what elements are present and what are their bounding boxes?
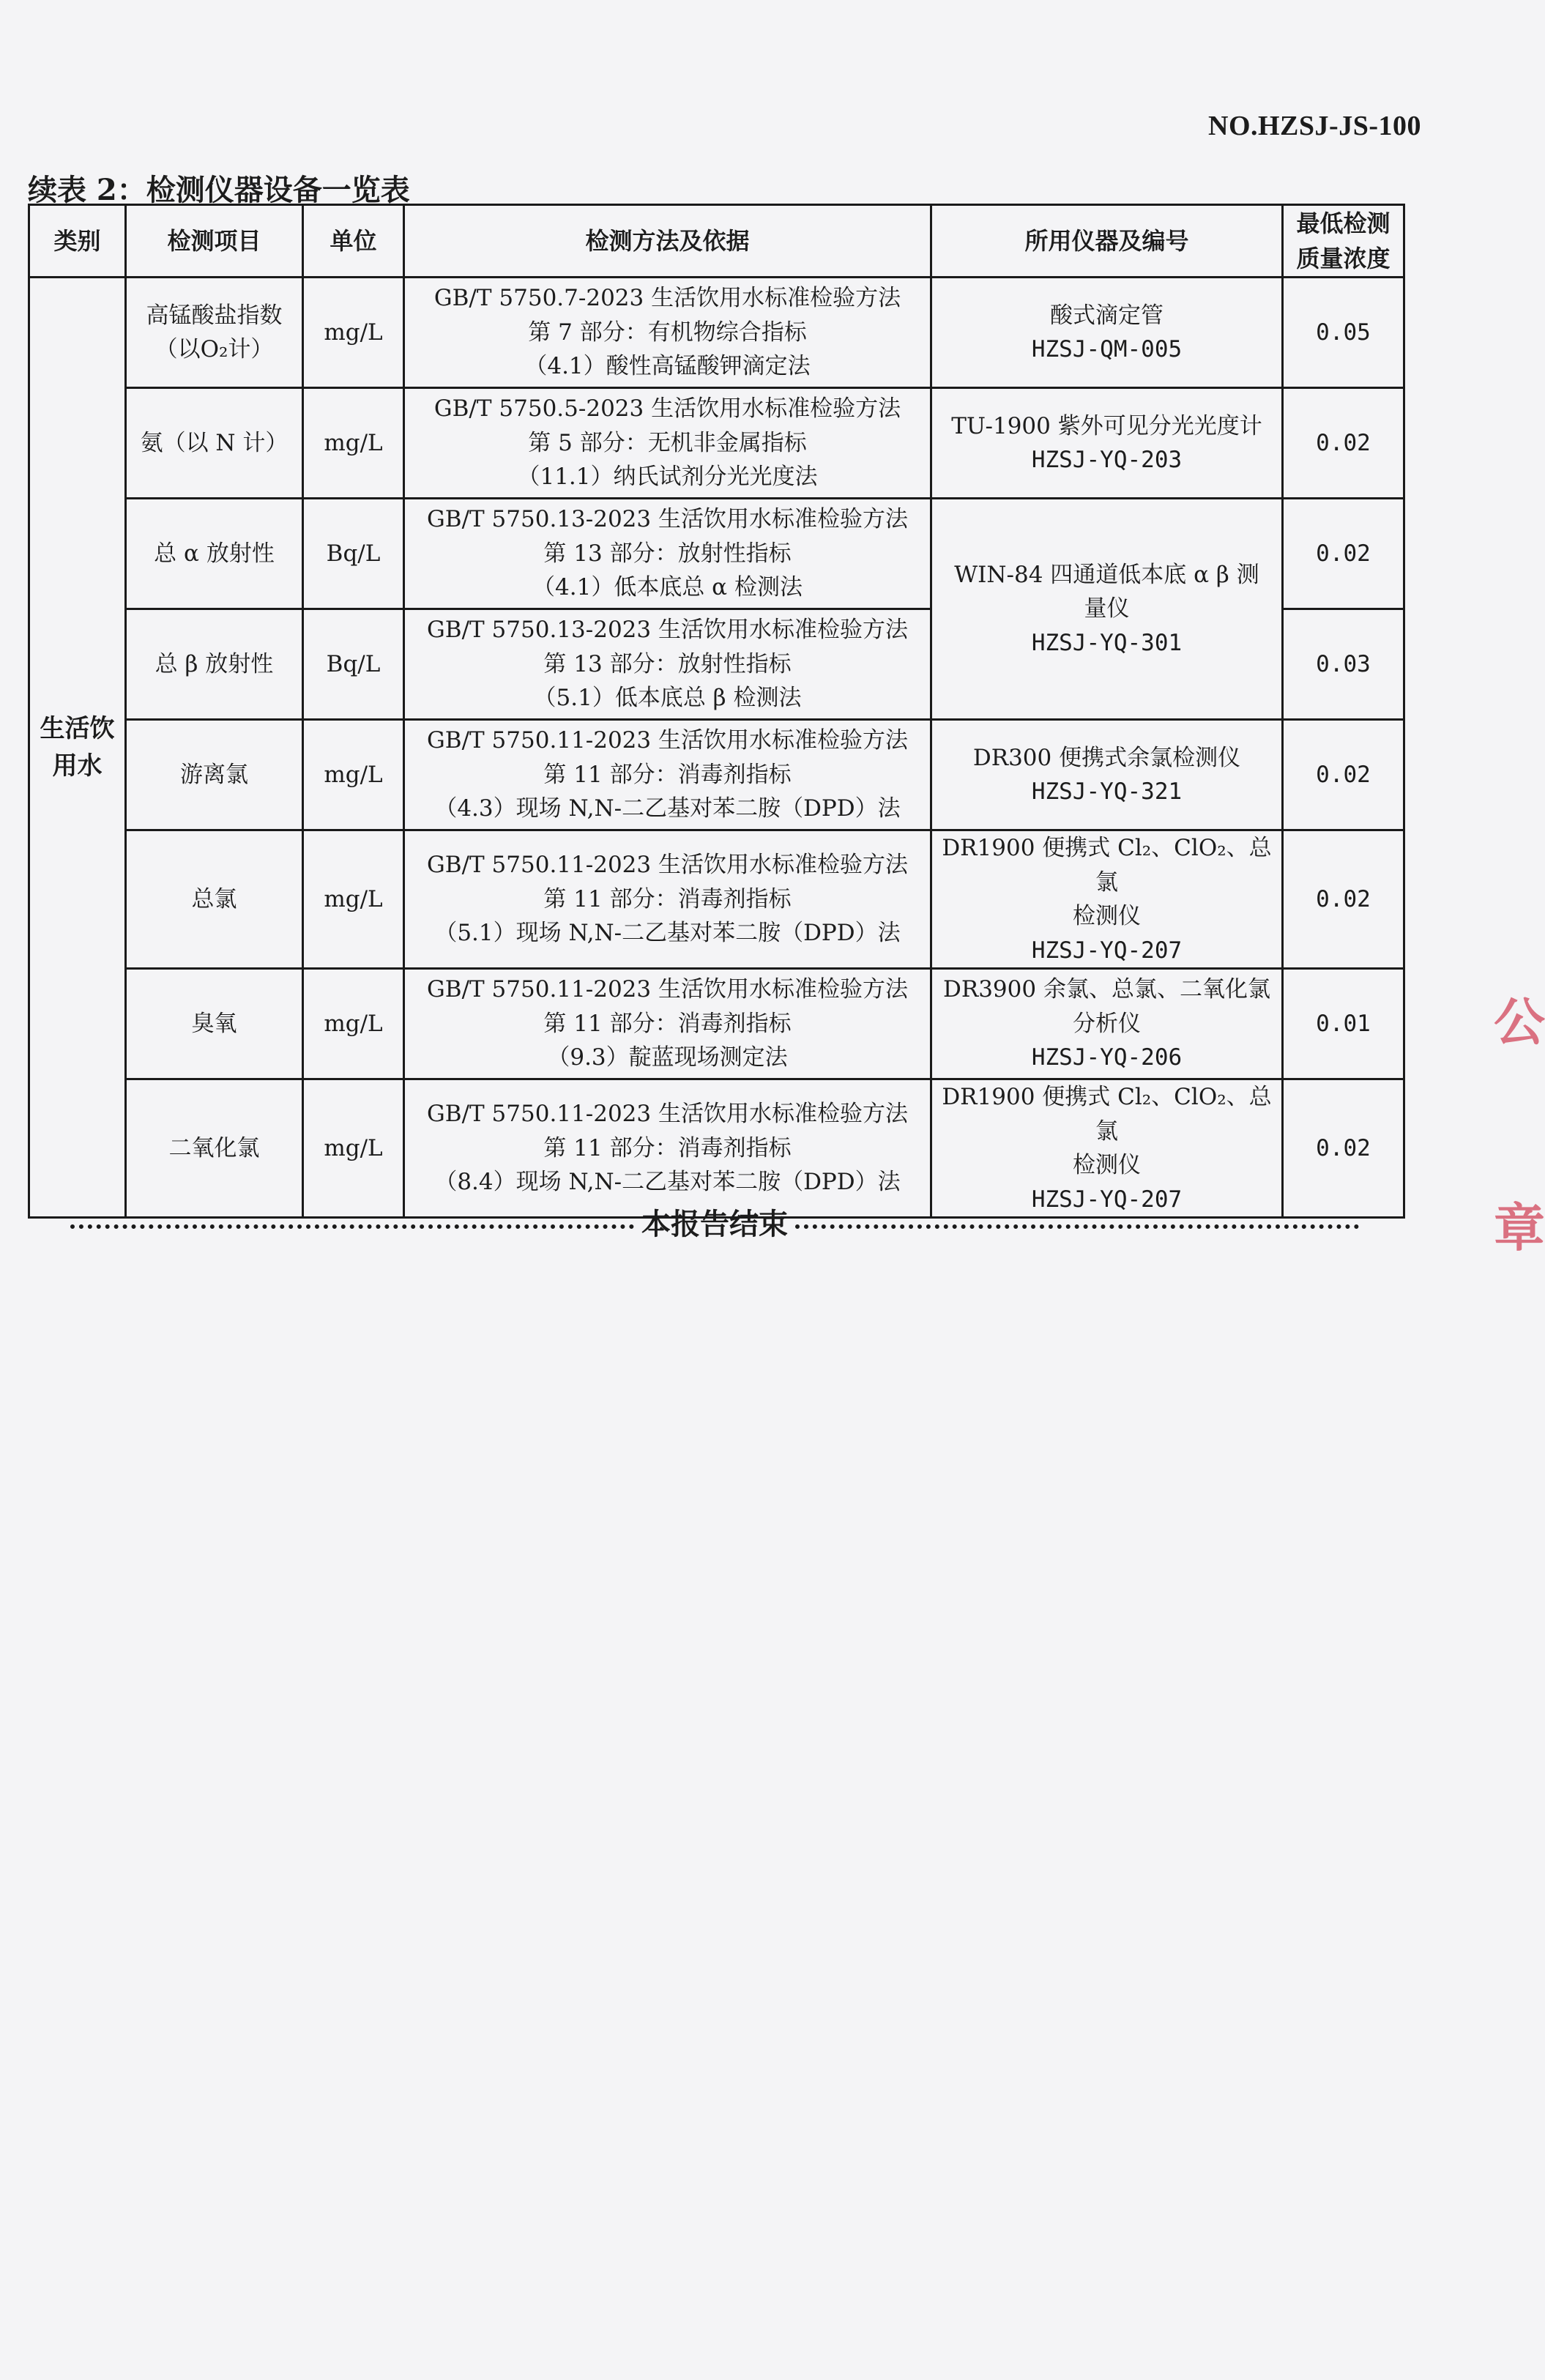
- dotted-leader-right: [795, 1224, 1359, 1229]
- method-cell: [404, 720, 931, 830]
- method-part: 第 11 部分：消毒剂指标: [543, 1010, 792, 1037]
- instrument-name: DR300 便携式余氯检测仪: [972, 744, 1241, 771]
- header-instrument: 所用仪器及编号: [931, 205, 1283, 278]
- method-part: 第 11 部分：消毒剂指标: [543, 761, 792, 788]
- limit-cell: 0.01: [1283, 969, 1404, 1079]
- instrument-cell: [931, 1079, 1283, 1218]
- instrument-cell: [931, 720, 1283, 830]
- instrument-name-cont: 量仪: [1084, 595, 1130, 622]
- instrument-cell: [931, 969, 1283, 1079]
- instrument-name: TU-1900 紫外可见分光光度计: [951, 412, 1262, 439]
- instrument-table: [28, 204, 1405, 1219]
- table-row: [29, 969, 1404, 1079]
- table-row: [29, 278, 1404, 388]
- header-item: 检测项目: [126, 205, 303, 278]
- method-cell: [404, 969, 931, 1079]
- header-unit: 单位: [303, 205, 404, 278]
- official-seal-fragment: [1494, 981, 1545, 1318]
- limit-cell: 0.03: [1283, 609, 1404, 720]
- instrument-cell: [931, 388, 1283, 499]
- limit-cell: 0.02: [1283, 720, 1404, 830]
- method-cell: [404, 499, 931, 609]
- item-cell: 总氯: [126, 830, 303, 969]
- instrument-name-cont: 分析仪: [1073, 1010, 1141, 1037]
- method-standard: GB/T 5750.11-2023 生活饮用水标准检验方法: [427, 852, 908, 879]
- method-standard: GB/T 5750.11-2023 生活饮用水标准检验方法: [427, 1101, 908, 1128]
- method-part: 第 13 部分：放射性指标: [543, 650, 792, 677]
- instrument-code: HZSJ-YQ-207: [1031, 937, 1183, 964]
- instrument-cell: [931, 499, 1283, 720]
- table-row: [29, 388, 1404, 499]
- method-part: 第 5 部分：无机非金属指标: [528, 429, 807, 456]
- instrument-name: WIN-84 四通道低本底 α β 测: [954, 561, 1259, 588]
- method-part: 第 7 部分：有机物综合指标: [528, 319, 807, 346]
- header-category: 类别: [29, 205, 126, 278]
- table-title: 续表 2：检测仪器设备一览表: [28, 173, 410, 207]
- instrument-name: DR3900 余氯、总氯、二氧化氯: [943, 976, 1270, 1003]
- method-standard: GB/T 5750.13-2023 生活饮用水标准检验方法: [427, 506, 908, 533]
- method-standard: GB/T 5750.11-2023 生活饮用水标准检验方法: [427, 976, 908, 1003]
- method-part: 第 13 部分：放射性指标: [543, 540, 792, 567]
- instrument-name: DR1900 便携式 Cl₂、ClO₂、总氯: [942, 835, 1272, 896]
- instrument-name: 酸式滴定管: [1050, 302, 1164, 329]
- method-clause: （8.4）现场 N,N-二乙基对苯二胺（DPD）法: [434, 1169, 901, 1196]
- report-end-text: 本报告结束: [641, 1207, 788, 1241]
- table-row: [29, 830, 1404, 969]
- method-part: 第 11 部分：消毒剂指标: [543, 885, 792, 912]
- instrument-cell: [931, 830, 1283, 969]
- method-clause: （4.1）低本底总 α 检测法: [532, 574, 803, 601]
- method-clause: （5.1）低本底总 β 检测法: [533, 685, 802, 712]
- instrument-name-cont: 检测仪: [1073, 1152, 1141, 1178]
- method-cell: [404, 830, 931, 969]
- table-row: [29, 1079, 1404, 1218]
- header-method: 检测方法及依据: [404, 205, 931, 278]
- instrument-code: HZSJ-YQ-321: [1031, 778, 1183, 805]
- instrument-code: HZSJ-YQ-203: [1031, 447, 1183, 473]
- item-cell: 高锰酸盐指数（以O₂计）: [126, 278, 303, 388]
- instrument-code: HZSJ-YQ-206: [1031, 1044, 1183, 1071]
- method-standard: GB/T 5750.11-2023 生活饮用水标准检验方法: [427, 727, 908, 754]
- method-cell: [404, 388, 931, 499]
- method-standard: GB/T 5750.5-2023 生活饮用水标准检验方法: [433, 395, 901, 423]
- item-cell: 二氧化氯: [126, 1079, 303, 1218]
- seal-char: 公: [1494, 992, 1545, 1052]
- unit-cell: mg/L: [303, 830, 404, 969]
- instrument-code: HZSJ-QM-005: [1031, 336, 1183, 362]
- unit-cell: Bq/L: [303, 499, 404, 609]
- limit-cell: 0.02: [1283, 1079, 1404, 1218]
- dotted-leader-left: [70, 1224, 634, 1229]
- report-number: NO.HZSJ-JS-100: [1208, 111, 1421, 141]
- category-cell: 生活饮用水: [29, 278, 126, 1218]
- item-cell: 总 β 放射性: [126, 609, 303, 720]
- unit-cell: mg/L: [303, 1079, 404, 1218]
- item-cell: 臭氧: [126, 969, 303, 1079]
- method-clause: （5.1）现场 N,N-二乙基对苯二胺（DPD）法: [434, 920, 901, 947]
- method-cell: [404, 1079, 931, 1218]
- item-cell: 总 α 放射性: [126, 499, 303, 609]
- method-part: 第 11 部分：消毒剂指标: [543, 1134, 792, 1161]
- table-row: [29, 720, 1404, 830]
- limit-cell: 0.05: [1283, 278, 1404, 388]
- header-limit: 最低检测质量浓度: [1283, 205, 1404, 278]
- item-cell: 氨（以 N 计）: [126, 388, 303, 499]
- unit-cell: mg/L: [303, 720, 404, 830]
- instrument-cell: [931, 278, 1283, 388]
- unit-cell: Bq/L: [303, 609, 404, 720]
- limit-cell: 0.02: [1283, 499, 1404, 609]
- method-cell: [404, 278, 931, 388]
- instrument-name-cont: 检测仪: [1073, 903, 1141, 929]
- unit-cell: mg/L: [303, 969, 404, 1079]
- method-clause: （11.1）纳氏试剂分光光度法: [517, 464, 818, 491]
- limit-cell: 0.02: [1283, 388, 1404, 499]
- method-cell: [404, 609, 931, 720]
- table-header-row: [29, 205, 1404, 278]
- method-clause: （9.3）靛蓝现场测定法: [547, 1044, 788, 1071]
- unit-cell: mg/L: [303, 388, 404, 499]
- limit-cell: 0.02: [1283, 830, 1404, 969]
- report-end-line: [70, 1201, 1359, 1243]
- method-clause: （4.1）酸性高锰酸钾滴定法: [524, 353, 811, 380]
- table-row: [29, 499, 1404, 609]
- instrument-code: HZSJ-YQ-207: [1031, 1186, 1183, 1213]
- method-clause: （4.3）现场 N,N-二乙基对苯二胺（DPD）法: [434, 795, 901, 822]
- item-cell: 游离氯: [126, 720, 303, 830]
- method-standard: GB/T 5750.13-2023 生活饮用水标准检验方法: [427, 617, 908, 644]
- unit-cell: mg/L: [303, 278, 404, 388]
- seal-char: 章: [1494, 1197, 1545, 1258]
- instrument-code: HZSJ-YQ-301: [1031, 629, 1183, 656]
- instrument-name: DR1900 便携式 Cl₂、ClO₂、总氯: [942, 1084, 1272, 1145]
- method-standard: GB/T 5750.7-2023 生活饮用水标准检验方法: [433, 285, 901, 312]
